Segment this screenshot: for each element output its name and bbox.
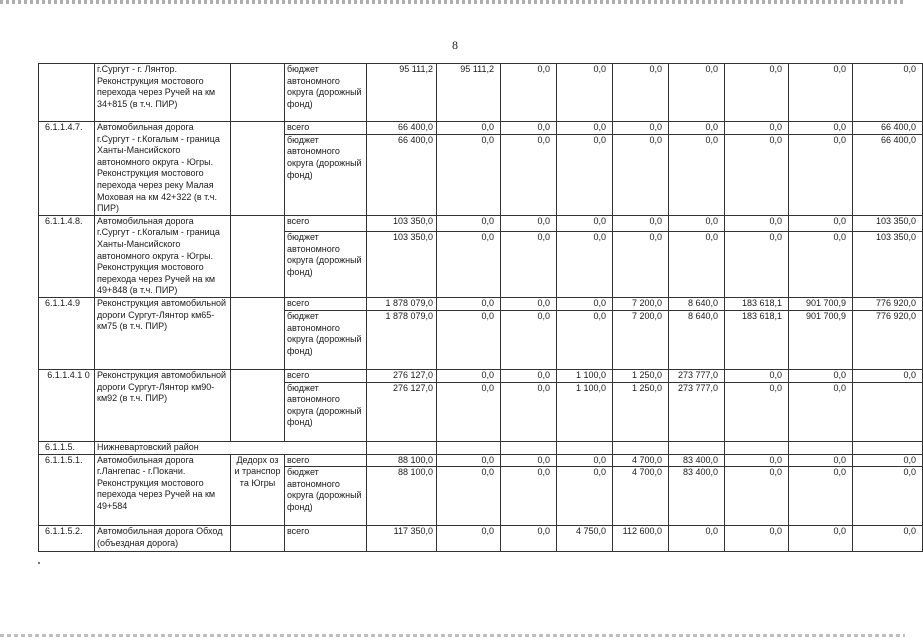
value-year: 0,0 <box>501 134 557 215</box>
value-year: 0,0 <box>789 134 853 215</box>
object-name: Автомобильная дорога г.Лангепас - г.Покачи. Реконструкция мостового перехода через Ручей на км 49+584 <box>95 454 231 526</box>
value-year: 0,0 <box>669 134 725 215</box>
value-year: 0,0 <box>853 467 923 526</box>
value-year: 1 100,0 <box>557 382 613 441</box>
value-year: 183 618,1 <box>725 297 789 310</box>
section-name: Нижневартовский район <box>95 441 367 454</box>
value-total: 103 350,0 <box>367 215 437 231</box>
value-year: 0,0 <box>437 215 501 231</box>
object-name: Автомобильная дорога г.Сургут - г.Когалым - граница Ханты-Мансийского автономного округа - Югры. Реконструкция мостового перехода через Ручей на км 49+848 (в т.ч. ПИР) <box>95 215 231 297</box>
object-name: Реконструкция автомобильной дороги Сургут-Лянтор км65-км75 (в т.ч. ПИР) <box>95 297 231 369</box>
value-year: 83 400,0 <box>669 454 725 467</box>
value-year: 273 777,0 <box>669 369 725 382</box>
executor-cell <box>231 215 285 297</box>
funding-source-total: всего <box>285 297 367 310</box>
value-year: 112 600,0 <box>613 526 669 552</box>
value-year: 0,0 <box>437 467 501 526</box>
value-year: 0,0 <box>501 122 557 135</box>
value-total: 88 100,0 <box>367 467 437 526</box>
value-year: 0,0 <box>501 454 557 467</box>
value-year: 0,0 <box>789 454 853 467</box>
object-name: Автомобильная дорога Обход (объездная дорога) <box>95 526 231 552</box>
value-year: 0,0 <box>437 526 501 552</box>
value-year: 0,0 <box>853 64 923 122</box>
value-year: 0,0 <box>437 382 501 441</box>
value-year: 0,0 <box>725 64 789 122</box>
value-year: 0,0 <box>613 231 669 297</box>
value-year: 0,0 <box>437 134 501 215</box>
row-code: 6.1.1.4.7. <box>39 122 95 216</box>
value-year: 0,0 <box>725 454 789 467</box>
value-year: 0,0 <box>437 122 501 135</box>
value-year: 0,0 <box>853 369 923 382</box>
funding-source-total: всего <box>285 369 367 382</box>
program-financing-table <box>38 63 923 552</box>
value-year: 8 640,0 <box>669 297 725 310</box>
value-year <box>853 382 923 441</box>
funding-source: бюджет автономного округа (дорожный фонд) <box>285 64 367 122</box>
value-year: 0,0 <box>557 122 613 135</box>
table-row <box>39 454 923 467</box>
value-year: 0,0 <box>437 310 501 369</box>
value-total: 66 400,0 <box>367 122 437 135</box>
value-year: 0,0 <box>725 231 789 297</box>
value-year: 0,0 <box>725 215 789 231</box>
value-year: 0,0 <box>501 297 557 310</box>
value-year: 0,0 <box>501 64 557 122</box>
value-year: 183 618,1 <box>725 310 789 369</box>
value-year: 103 350,0 <box>853 215 923 231</box>
value-year: 4 700,0 <box>613 454 669 467</box>
object-name: Автомобильная дорога г.Сургут - г.Когалым - граница Ханты-Мансийского автономного округа - Югры. Реконструкция мостового перехода через реку Малая Моховая на км 42+322 (в т.ч. ПИР) <box>95 122 231 216</box>
row-code: 6.1.1.4.8. <box>39 215 95 297</box>
funding-source-total: всего <box>285 454 367 467</box>
value-total: 1 878 079,0 <box>367 297 437 310</box>
value-year: 0,0 <box>501 382 557 441</box>
value-year: 0,0 <box>437 369 501 382</box>
value-year: 1 100,0 <box>557 369 613 382</box>
value-total: 103 350,0 <box>367 231 437 297</box>
executor-cell <box>231 64 285 122</box>
value-total: 66 400,0 <box>367 134 437 215</box>
value-year: 0,0 <box>557 134 613 215</box>
row-code: 6.1.1.5.1. <box>39 454 95 526</box>
value-year: 0,0 <box>613 122 669 135</box>
value-year: 0,0 <box>557 454 613 467</box>
value-year: 0,0 <box>501 231 557 297</box>
object-name: Реконструкция автомобильной дороги Сургут-Лянтор км90-км92 (в т.ч. ПИР) <box>95 369 231 441</box>
scan-speck <box>38 562 40 564</box>
value-year: 0,0 <box>557 310 613 369</box>
value-year: 0,0 <box>669 64 725 122</box>
value-year: 0,0 <box>669 526 725 552</box>
value-year: 0,0 <box>501 215 557 231</box>
value-year: 0,0 <box>557 64 613 122</box>
executor-cell <box>231 122 285 216</box>
value-year: 0,0 <box>725 526 789 552</box>
value-year: 0,0 <box>725 122 789 135</box>
scan-edge-bottom <box>0 634 905 637</box>
value-year: 0,0 <box>789 526 853 552</box>
funding-source: бюджет автономного округа (дорожный фонд) <box>285 310 367 369</box>
value-year: 66 400,0 <box>853 134 923 215</box>
table-row <box>39 64 923 122</box>
value-total: 95 111,2 <box>367 64 437 122</box>
value-year: 776 920,0 <box>853 297 923 310</box>
row-code: 6.1.1.4.1 0 <box>39 369 95 441</box>
value-year: 0,0 <box>789 382 853 441</box>
funding-source: бюджет автономного округа (дорожный фонд) <box>285 134 367 215</box>
value-year: 66 400,0 <box>853 122 923 135</box>
row-code <box>39 64 95 122</box>
value-year: 0,0 <box>789 467 853 526</box>
value-year: 0,0 <box>613 215 669 231</box>
value-year: 7 200,0 <box>613 310 669 369</box>
value-year: 1 250,0 <box>613 369 669 382</box>
table-row <box>39 122 923 135</box>
table-row <box>39 297 923 310</box>
value-year: 0,0 <box>437 297 501 310</box>
funding-source-total: всего <box>285 122 367 135</box>
value-total: 117 350,0 <box>367 526 437 552</box>
value-total: 1 878 079,0 <box>367 310 437 369</box>
table-row <box>39 369 923 382</box>
value-year: 0,0 <box>789 215 853 231</box>
funding-source: бюджет автономного округа (дорожный фонд) <box>285 467 367 526</box>
funding-source-total: всего <box>285 526 367 552</box>
value-year: 0,0 <box>669 231 725 297</box>
value-year: 103 350,0 <box>853 231 923 297</box>
value-total: 276 127,0 <box>367 369 437 382</box>
value-year: 0,0 <box>789 231 853 297</box>
value-year: 0,0 <box>669 122 725 135</box>
value-total: 276 127,0 <box>367 382 437 441</box>
page-number: 8 <box>452 38 458 52</box>
value-year: 83 400,0 <box>669 467 725 526</box>
executor-cell <box>231 297 285 369</box>
table-row <box>39 215 923 231</box>
value-year: 7 200,0 <box>613 297 669 310</box>
value-year: 0,0 <box>501 310 557 369</box>
value-year: 0,0 <box>613 134 669 215</box>
value-year: 0,0 <box>501 369 557 382</box>
value-year: 8 640,0 <box>669 310 725 369</box>
value-year: 0,0 <box>789 64 853 122</box>
value-year: 95 111,2 <box>437 64 501 122</box>
value-year: 0,0 <box>501 467 557 526</box>
value-year: 0,0 <box>613 64 669 122</box>
value-year: 0,0 <box>557 297 613 310</box>
value-year: 0,0 <box>437 231 501 297</box>
value-year: 0,0 <box>557 231 613 297</box>
executor-cell <box>231 369 285 441</box>
value-year: 0,0 <box>789 122 853 135</box>
value-year: 0,0 <box>437 454 501 467</box>
value-year: 901 700,9 <box>789 310 853 369</box>
value-total: 88 100,0 <box>367 454 437 467</box>
value-year: 0,0 <box>725 467 789 526</box>
value-year: 0,0 <box>725 382 789 441</box>
scan-edge-top <box>0 0 905 4</box>
row-code: 6.1.1.5. <box>39 441 95 454</box>
value-year: 901 700,9 <box>789 297 853 310</box>
row-code: 6.1.1.5.2. <box>39 526 95 552</box>
value-year: 0,0 <box>853 526 923 552</box>
funding-source-total: всего <box>285 215 367 231</box>
value-year: 273 777,0 <box>669 382 725 441</box>
value-year: 0,0 <box>789 369 853 382</box>
funding-source: бюджет автономного округа (дорожный фонд) <box>285 382 367 441</box>
value-year: 776 920,0 <box>853 310 923 369</box>
value-year: 0,0 <box>557 215 613 231</box>
value-year: 4 700,0 <box>613 467 669 526</box>
value-year: 0,0 <box>725 134 789 215</box>
value-year: 0,0 <box>501 526 557 552</box>
value-year: 0,0 <box>557 467 613 526</box>
executor-cell <box>231 526 285 552</box>
value-year: 0,0 <box>725 369 789 382</box>
object-name: г.Сургут - г. Лянтор. Реконструкция мостового перехода через Ручей на км 34+815 (в т.ч. ПИР) <box>95 64 231 122</box>
table-row <box>39 526 923 552</box>
row-code: 6.1.1.4.9 <box>39 297 95 369</box>
table-row <box>39 441 923 454</box>
value-year: 0,0 <box>669 215 725 231</box>
value-year: 4 750,0 <box>557 526 613 552</box>
value-year: 0,0 <box>853 454 923 467</box>
funding-source: бюджет автономного округа (дорожный фонд) <box>285 231 367 297</box>
executor-cell: Дедорх оз и транспор та Югры <box>231 454 285 526</box>
value-year: 1 250,0 <box>613 382 669 441</box>
